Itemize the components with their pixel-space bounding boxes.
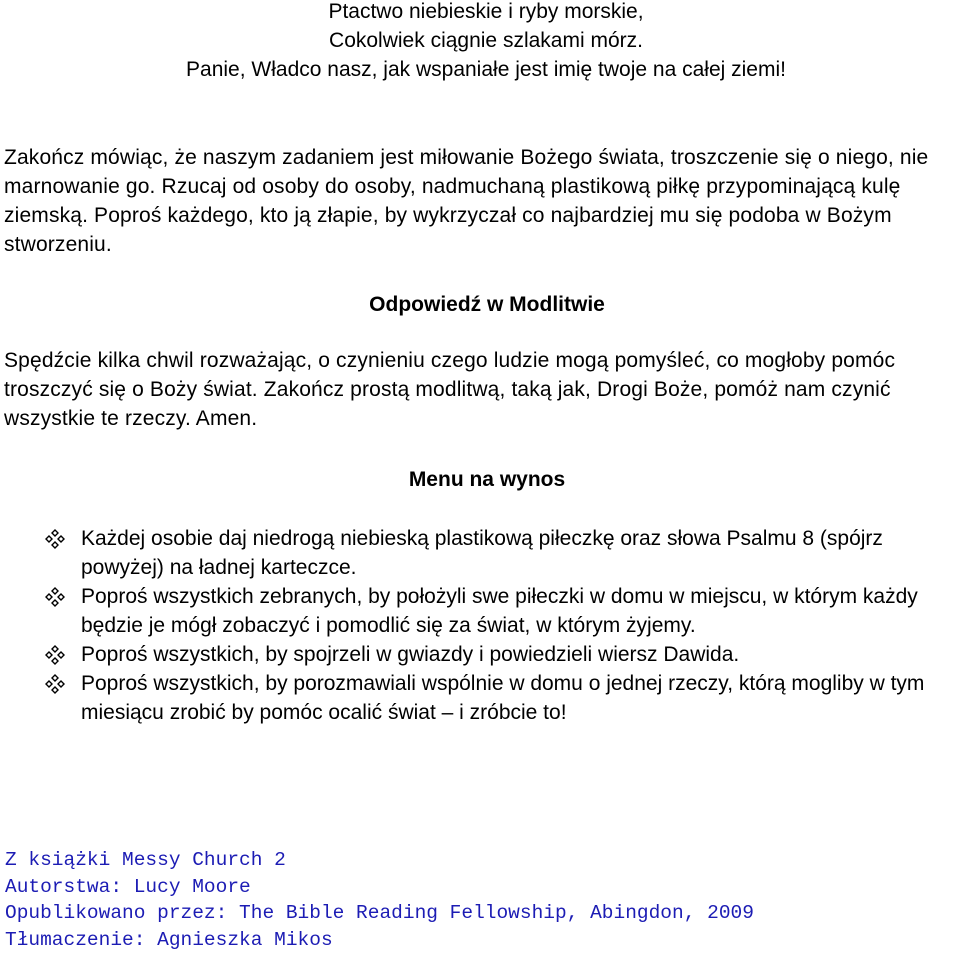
psalm-line: Cokolwiek ciągnie szlakami mórz. — [329, 29, 643, 52]
prayer-heading: Odpowiedź w Modlitwie — [369, 293, 605, 316]
takeaway-heading: Menu na wynos — [408, 468, 566, 491]
list-item — [45, 524, 960, 582]
list-item-text: Poproś wszystkich, by spojrzeli w gwiazdy i powiedzieli wiersz Dawida. — [81, 643, 740, 666]
psalm-line: Ptactwo niebieskie i ryby morskie, — [328, 0, 644, 23]
credit-line: Autorstwa: Lucy Moore — [5, 875, 251, 898]
book-credits — [5, 847, 754, 953]
four-diamond-icon — [45, 529, 65, 549]
credit-line: Z książki Messy Church 2 — [5, 849, 286, 871]
psalm-line: Panie, Władco nasz, jak wspaniałe jest imię twoje na całej ziemi! — [186, 58, 786, 81]
intro-paragraph: Zakończ mówiąc, że naszym zadaniem jest miłowanie Bożego świata, troszczenie się o niego, nie marnowanie go. Rzucaj od osoby do osoby, nadmuchaną plastikową piłkę przypominającą kulę ziemską. Poproś każdego, kto ją złapie, by wykrzyczał co najbardziej mu się podoba w Bożym stworzeniu. — [4, 146, 929, 256]
list-item — [45, 669, 960, 727]
credit-line: Tłumaczenie: Agnieszka Mikos — [5, 928, 333, 951]
list-item-text: Każdej osobie daj niedrogą niebieską plastikową piłeczkę oraz słowa Psalmu 8 (spójrz powyżej) na ładnej karteczce. — [81, 527, 883, 579]
four-diamond-icon — [45, 674, 65, 694]
psalm-excerpt — [0, 0, 960, 84]
four-diamond-icon — [45, 645, 65, 665]
takeaway-list — [45, 524, 960, 727]
credit-line: Opublikowano przez: The Bible Reading Fellowship, Abingdon, 2009 — [5, 902, 754, 924]
prayer-paragraph: Spędźcie kilka chwil rozważając, o czynieniu czego ludzie mogą pomyśleć, co mogłoby pomóc troszczyć się o Boży świat. Zakończ prostą modlitwą, taką jak, Drogi Boże, pomóż nam czynić wszystkie te rzeczy. Amen. — [4, 349, 896, 430]
four-diamond-icon — [45, 587, 65, 607]
list-item — [45, 640, 960, 669]
list-item-text: Poproś wszystkich, by porozmawiali wspólnie w domu o jednej rzeczy, którą mogliby w tym miesiącu zrobić by pomóc ocalić świat – i zróbcie to! — [81, 672, 925, 724]
list-item-text: Poproś wszystkich zebranych, by położyli swe piłeczki w domu w miejscu, w którym każdy będzie je mógł zobaczyć i pomodlić się za świat, w którym żyjemy. — [81, 585, 918, 637]
list-item — [45, 582, 960, 640]
